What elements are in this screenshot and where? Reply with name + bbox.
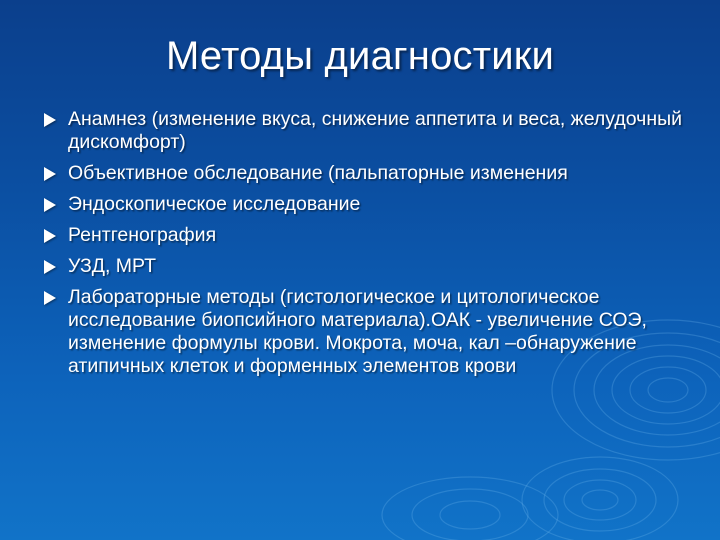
arrow-bullet-icon xyxy=(44,260,56,274)
bullet-item-endoscopy xyxy=(44,193,684,216)
bullet-text: Лабораторные методы (гистологическое и цитологическое исследование биопсийного материала).ОАК - увеличение СОЭ, изменение формулы крови. Мокрота, моча, кал –обнаружение атипичных клеток и форменных элементов крови xyxy=(68,286,647,377)
bullet-item-ultrasound-mri xyxy=(44,255,684,278)
bullet-text: Эндоскопическое исследование xyxy=(68,193,361,215)
bullet-item-anamnesis xyxy=(44,108,684,154)
bullet-text: Рентгенография xyxy=(68,224,217,246)
bullet-list xyxy=(44,108,684,386)
arrow-bullet-icon xyxy=(44,113,56,127)
bullet-text: Анамнез (изменение вкуса, снижение аппетита и веса, желудочный дискомфорт) xyxy=(68,108,683,153)
arrow-bullet-icon xyxy=(44,167,56,181)
bullet-text: Объективное обследование (пальпаторные изменения xyxy=(68,162,568,184)
arrow-bullet-icon xyxy=(44,229,56,243)
bullet-item-laboratory xyxy=(44,286,684,378)
bullet-item-objective-exam xyxy=(44,162,684,185)
arrow-bullet-icon xyxy=(44,291,56,305)
slide-title: Методы диагностики xyxy=(165,34,555,78)
arrow-bullet-icon xyxy=(44,198,56,212)
bullet-item-radiography xyxy=(44,224,684,247)
bullet-text: УЗД, МРТ xyxy=(68,255,157,277)
